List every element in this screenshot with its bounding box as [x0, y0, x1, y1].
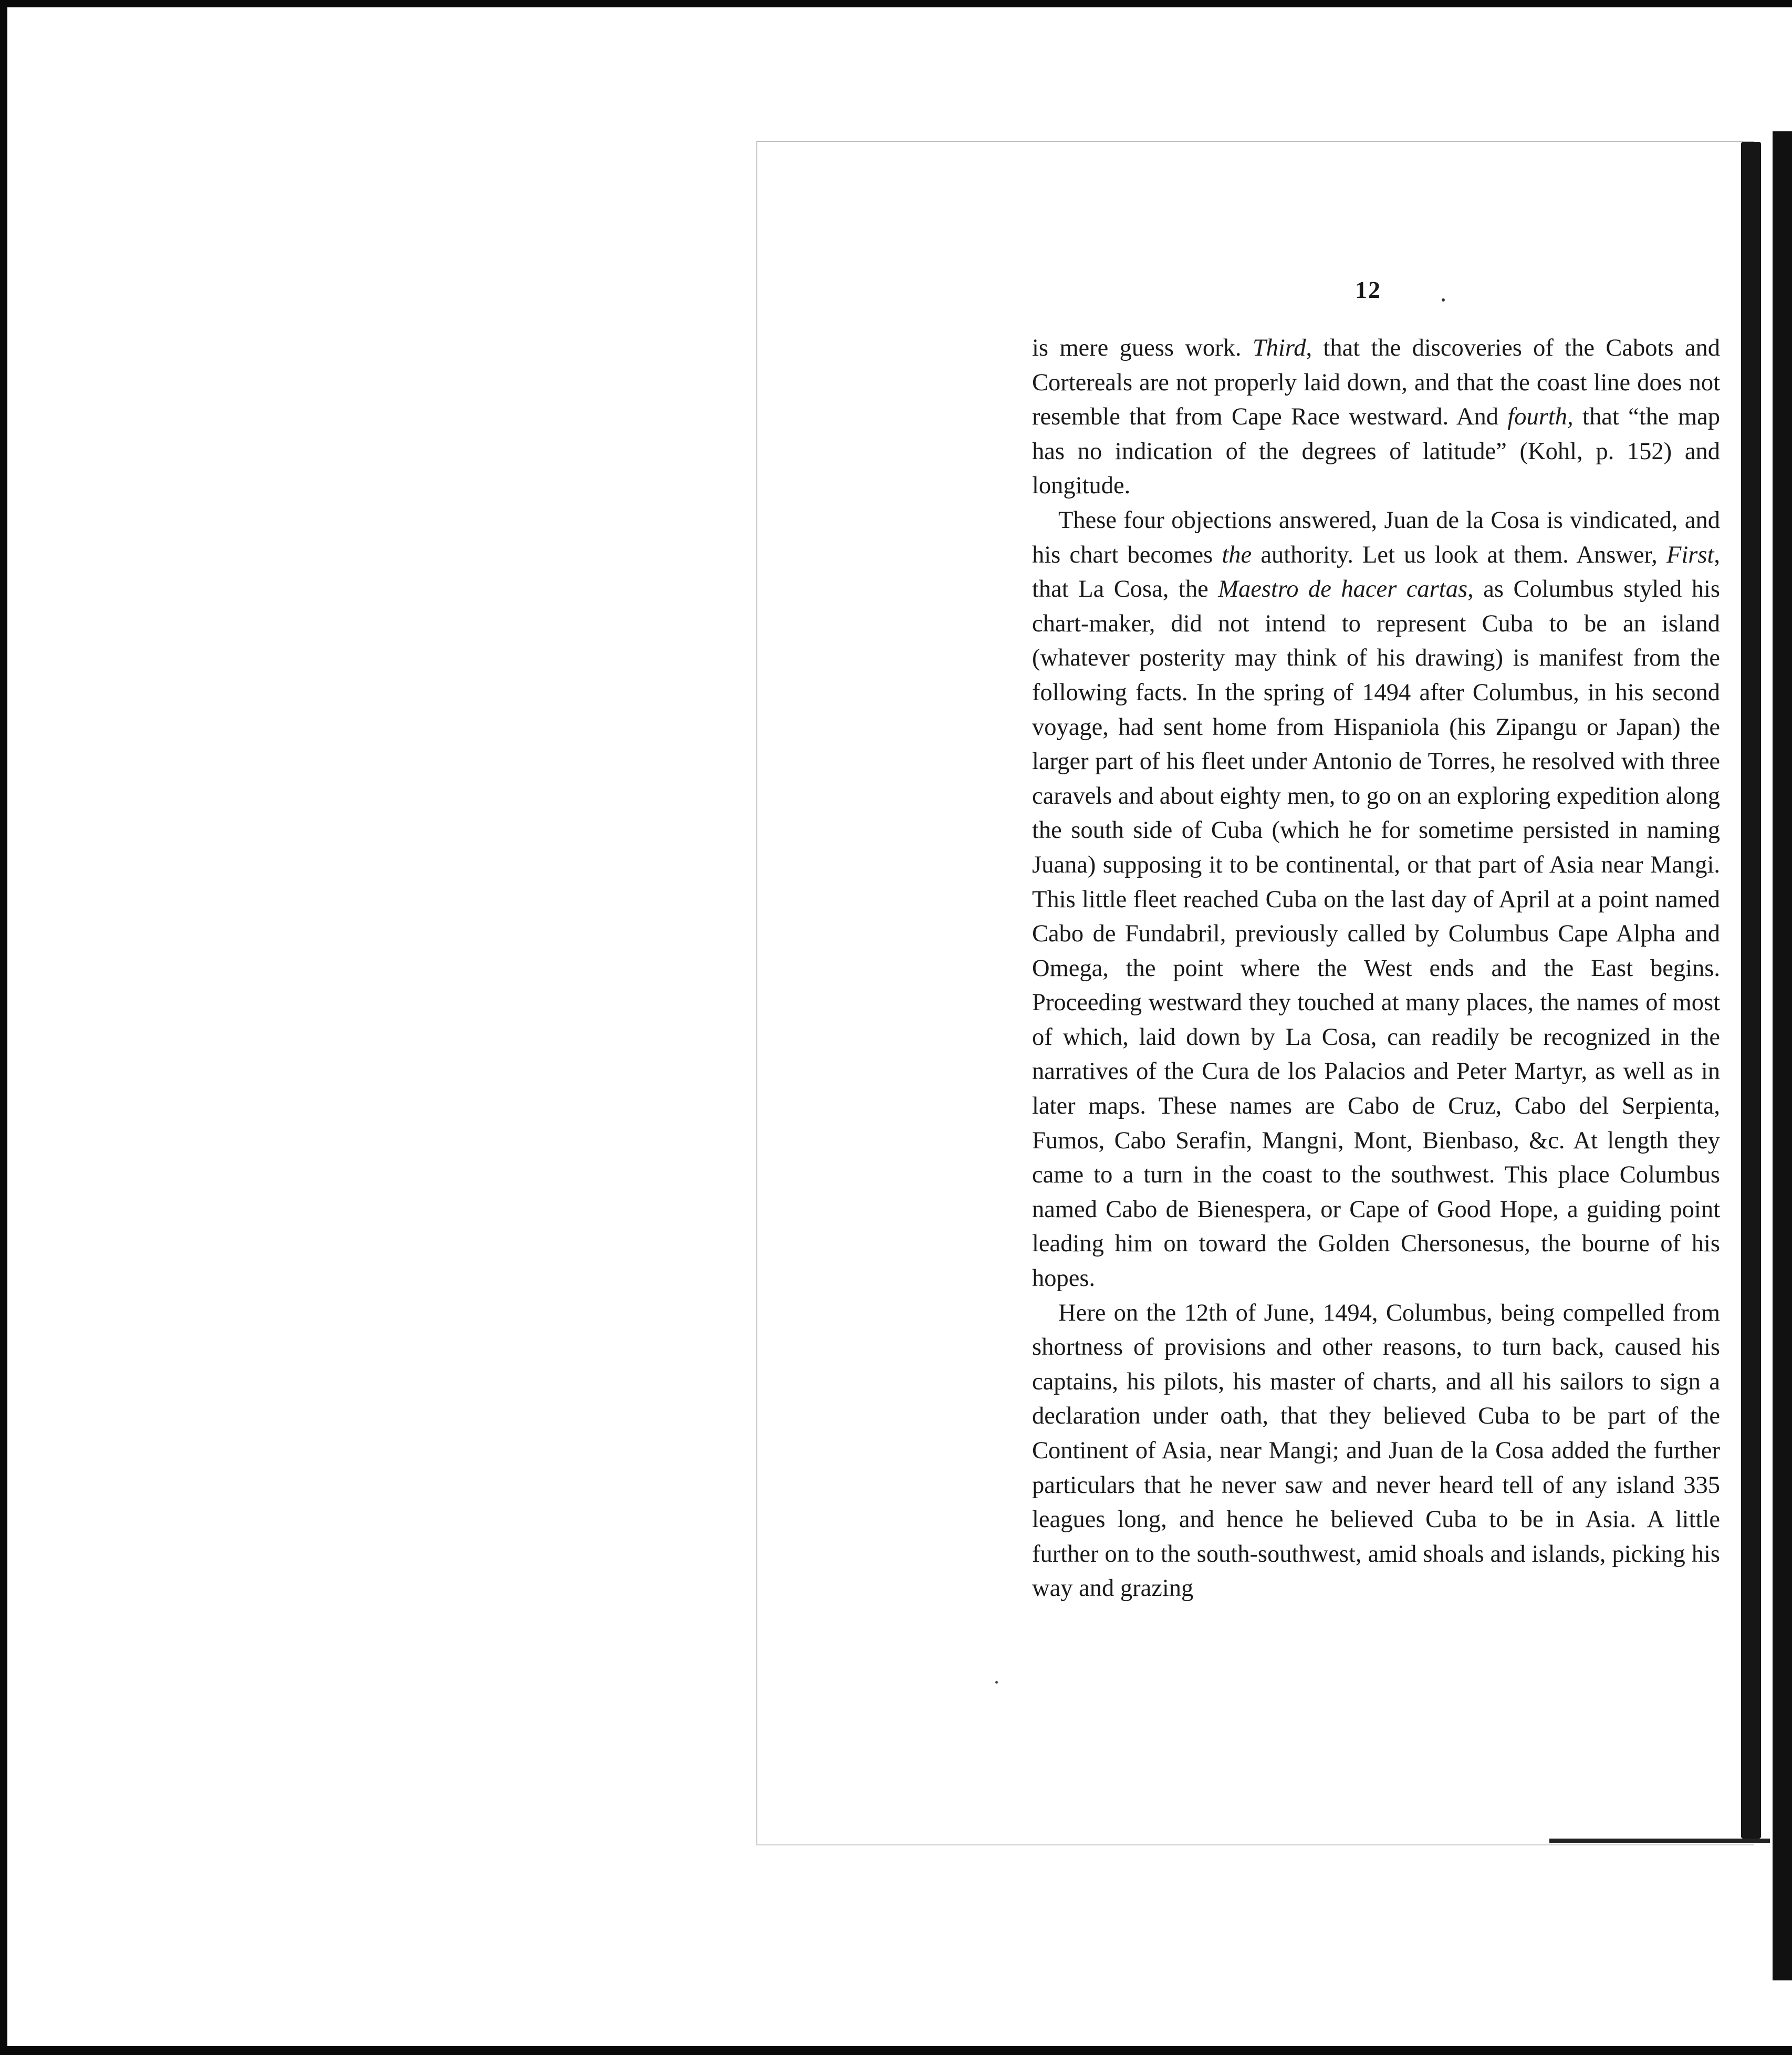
text-run: is mere guess work. — [1032, 335, 1253, 361]
italic-run: First — [1666, 541, 1714, 568]
paragraph — [1032, 503, 1720, 1296]
scan-frame-left — [0, 0, 7, 2055]
italic-run: the — [1222, 541, 1252, 568]
body-text — [1032, 331, 1720, 1606]
scan-speck — [995, 1681, 998, 1684]
scan-frame-bottom — [0, 2046, 1792, 2055]
italic-run: fourth, — [1507, 403, 1574, 431]
italic-run: Third — [1252, 335, 1306, 361]
paragraph — [1032, 1296, 1720, 1606]
text-run: , that the discoveries of the Cabots and Cortereals are not properly laid down, and that the coast line does not resemble that from Cape Race westward. And — [1032, 335, 1720, 431]
text-run: These four objections answered, Juan de la Cosa is vindicated, and his chart becomes — [1032, 506, 1720, 568]
text-run: that “the map has no indication of the degrees of latitude” (Kohl, p. 152) and longitude. — [1032, 403, 1720, 500]
paragraph — [1032, 331, 1720, 503]
text-run: , that La Cosa, the — [1032, 541, 1720, 603]
page-bottom-rule — [1549, 1839, 1770, 1843]
scan-frame-top — [0, 0, 1792, 7]
page-number: 12 — [1355, 276, 1381, 303]
text-run: , as Columbus styled his chart-maker, did not intend to represent Cuba to be an island (whatever posterity may think of his drawing) is manifest from the following facts. In the spring of 1494 after Columbus, in his second voyage, had sent home from Hispaniola (his Zipangu or Japan) the larger part of his fleet under Antonio de Torres, he resolved with three caravels and about eighty men, to go on an exploring expedition along the south side of Cuba (which he for sometime persisted in naming Juana) supposing it to be continental, or that part of Asia near Mangi. This little fleet reached Cuba on the last day of April at a point named Cabo de Fundabril, previously called by Columbus Cape Alpha and Omega, the point where the West ends and the East begins. Proceeding westward they touched at many places, the names of most of which, laid down by La Cosa, can readily be recognized in the narratives of the Cura de los Palacios and Peter Martyr, as well as in later maps. These names are Cabo de Cruz, Cabo del Serpienta, Fumos, Cabo Serafin, Mangni, Mont, Bienbaso, &c. At length they came to a turn in the coast to the southwest. This place Columbus named Cabo de Bienespera, or Cape of Good Hope, a guiding point leading him on toward the Golden Chersonesus, the bourne of his hopes. — [1032, 576, 1720, 1292]
text-run: Here on the 12th of June, 1494, Columbus, being compelled from shortness of provisions and other reasons, to turn back, caused his captains, his pilots, his master of charts, and all his sailors to sign a declaration under oath, that they believed Cuba to be part of the Continent of Asia, near Mangi; and Juan de la Cosa added the further particulars that he never saw and never heard tell of any island 335 leagues long, and hence he believed Cuba to be in Asia. A little further on to the south-southwest, amid shoals and islands, picking his way and grazing — [1032, 1299, 1720, 1602]
italic-run: Maestro de hacer cartas — [1218, 576, 1468, 603]
page-mark — [1442, 298, 1445, 302]
adjacent-page-edge — [1773, 131, 1792, 1980]
text-run: authority. Let us look at them. Answer, — [1252, 541, 1666, 568]
